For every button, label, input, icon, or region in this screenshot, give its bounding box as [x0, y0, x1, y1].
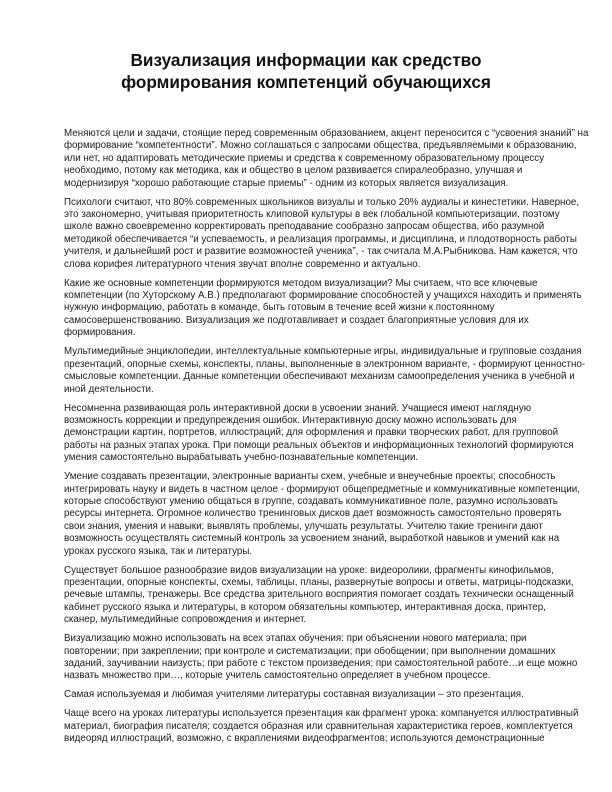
text-line: интегрировать науку и видеть в частном целое - формируют общепредметные и коммуникативные компетенции, — [64, 483, 580, 495]
paragraph — [64, 471, 580, 558]
text-line: которые способствуют умению общаться в группе, создавать коммуникативное поле, разумно использовать — [64, 495, 558, 507]
text-line: материал, биография писателя; создается образная или сравнительная характеристика героев, комплектуется — [64, 720, 573, 732]
text-line: Психологи считают, что 80% современных школьников визуалы и только 20% аудиалы и кинестетики. Наверное, — [64, 196, 580, 208]
title-line: Визуализация информации как средство — [130, 50, 482, 70]
text-line: возможность осуществлять системный контроль за усвоением знаний, выработкой навыков и умений как на — [64, 533, 560, 545]
text-line: речевые штампы, тренажеры. Все средства зрительного восприятия помогает создать технически оснащенный — [64, 589, 574, 601]
text-line: иной деятельности. — [64, 383, 154, 395]
text-line: формирования. — [64, 327, 136, 339]
paragraph — [64, 708, 579, 745]
text-line: Чаще всего на уроках литературы используется презентация как фрагмент урока: компануется иллюстративный — [64, 708, 579, 720]
text-line: Визуализацию можно использовать на всех этапах обучения: при объяснении нового материала; при — [64, 633, 527, 645]
text-line: демонстрации картин, портретов, иллюстраций; для оформления и правки творческих работ, для групповой — [64, 427, 559, 439]
text-line: уроках русского языка, так и литературы. — [64, 545, 253, 557]
text-line: необходимо, потому как методика, как и общество в целом развивается спиралеобразно, улучшая и — [64, 165, 523, 177]
paragraph — [64, 346, 586, 396]
paragraph — [64, 196, 580, 271]
text-line: Какие же основные компетенции формируются методом визуализации? Мы считаем, что все ключевые — [64, 277, 538, 289]
text-line: ресурсы интернета. Огромное количество тренинговых дисков дает возможность самостоятельно проверять — [64, 508, 562, 520]
text-line: самосовершенствованию. Визуализация же подготавливает и создает благоприятные условия для их — [64, 314, 529, 326]
text-line: компетенции (по Хуторскому А.В.) предполагают формирование способностей у учащихся находить и применять — [64, 290, 582, 302]
text-line: Умение создавать презентации, электронные варианты схем, учебные и внеучебные проекты; способность — [64, 471, 556, 483]
text-line: нужную информацию, работать в команде, быть готовым в течение всей жизни к постоянному — [64, 302, 495, 314]
text-line: модернизируя “хорошо работающие старые приемы” - одним из которых является визуализация. — [64, 177, 509, 189]
paragraph — [64, 689, 554, 701]
text-line: методикой обеспечивается “и успеваемость, и реализация программы, и дисциплина, и плодотворность работы — [64, 233, 577, 245]
text-line: назвать множество при…, которые учитель самостоятельно определяет в учебном процессе. — [64, 670, 491, 682]
text-line: кабинет русского языка и литературы, в котором обязательны компьютер, интерактивная доска, принтер, — [64, 601, 546, 613]
text-line: Несомненна развивающая роль интерактивной доски в усвоении знаний. Учащиеся имеют наглядную — [64, 402, 532, 414]
text-line: заданий, заучивании наизусть; при работе с текстом произведения; при самостоятельной работе…и еще можно — [64, 658, 578, 669]
text-line: школе важно своевременно корректировать преподавание сообразно запросам общества, ибо разумной — [64, 221, 545, 233]
text-line: повторении; при закреплении; при контроле и систематизации; при обобщении; при выполнении домашних — [64, 645, 556, 657]
text-line: презентаций, опорные схемы, конспекты, планы, выполненные в электронном варианте, - формируют ценностно- — [64, 358, 586, 370]
paragraph — [64, 128, 589, 190]
text-line: возможность коррекции и предупреждения ошибок. Интерактивную доску можно использовать для — [64, 414, 517, 426]
text-line: умения самостоятельно вырабатывать учебно-познавательные компетенции. — [64, 452, 419, 464]
text-line: формирование “компетентности”. Можно соглашаться с запросами общества, предъявляемыми к образованию, — [64, 140, 577, 152]
title-line: формирования компетенций обучающихся — [121, 71, 491, 92]
text-line: смысловые компетенции. Данные компетенции обеспечивают механизм самоопределения ученика в учебной и — [64, 371, 575, 383]
text-line: или нет, но адаптировать методические приемы и средства к современному образовательному процессу — [64, 152, 545, 164]
paragraph — [64, 402, 574, 465]
text-line: сканер, мультимедийные сопровождения и интернет. — [64, 614, 307, 626]
text-line: презентации, опорные конспекты, схемы, таблицы, планы, развернутые вопросы и ответы, матрицы-подсказки, — [64, 576, 574, 588]
text-line: Существует большое разнообразие видов визуализации на уроке: видеоролики, фрагменты кинофильмов, — [64, 564, 554, 576]
text-line: видеоряд иллюстраций, возможно, с вкраплениями видеофрагментов; используются демонстрационные — [64, 733, 545, 745]
text-line: Самая используемая и любимая учителями литературы составная визуализации – это презентация. — [64, 689, 524, 701]
text-line: Мультимедийные энциклопедии, интеллектуальные компьютерные игры, индивидуальные и групповые создания — [64, 346, 582, 358]
text-line: это закономерно, учитывая приоритетность клиповой культуры в век глобальной компьютеризации, поэтому — [64, 209, 560, 221]
paragraph — [64, 633, 578, 683]
paragraph — [64, 564, 574, 627]
text-line: работы на разных этапах урока. При помощи реальных объектов и информационных технологий формируются — [64, 439, 574, 451]
text-line: учителя, и дальнейший рост и развитие возможностей ученика”, - так считала М.А.Рыбникова. Нам кажется, что — [64, 246, 578, 258]
text-line: слова корифея литературного чтения звучат вполне современно и актуально. — [64, 258, 421, 270]
text-line: Меняются цели и задачи, стоящие перед современным образованием, акцент переносится с “усвоения знаний” на — [64, 128, 589, 139]
paragraph — [64, 277, 582, 340]
document-title — [60, 50, 552, 93]
document-body — [64, 128, 589, 752]
text-line: свои знания, умения и навыки; выявлять проблемы, улучшать результаты. Учителю такие тренинги дают — [64, 520, 543, 532]
